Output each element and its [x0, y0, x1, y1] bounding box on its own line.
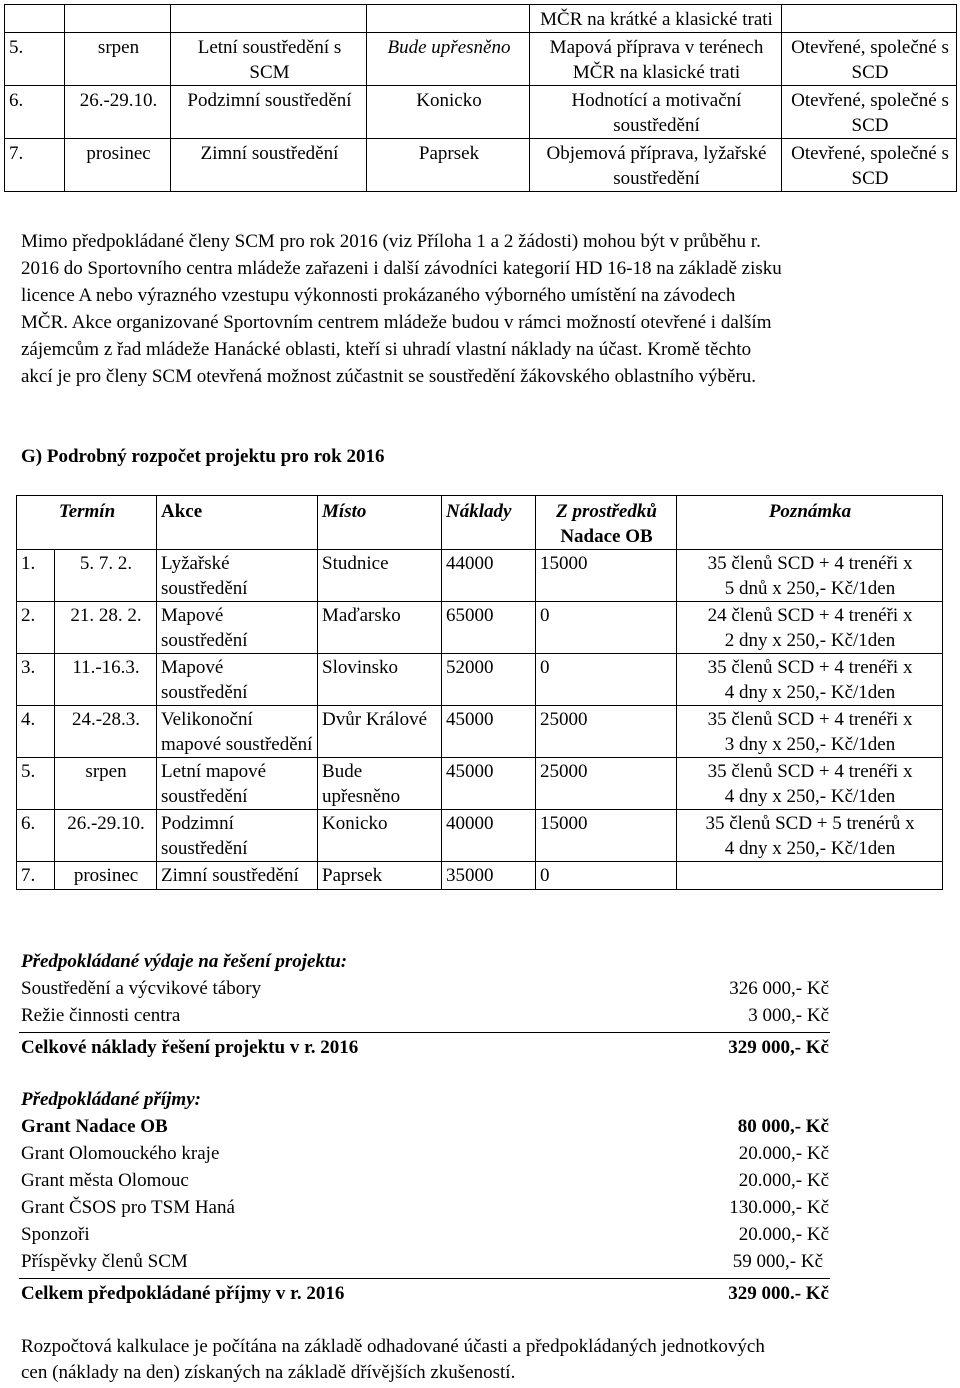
event-name: Zimní soustředění [171, 139, 367, 192]
event-date: 26.-29.10. [65, 86, 171, 139]
income-amount: 20.000,- Kč [738, 1143, 829, 1164]
income-total-amount: 329 000.- Kč [728, 1283, 829, 1304]
event-name: Podzimní soustředění [171, 86, 367, 139]
expenses-heading: Předpokládané výdaje na řešení projektu: [21, 951, 348, 972]
table-row [5, 5, 957, 33]
table-row: 7. prosinec Zimní soustředění Paprsek 35000 0 [17, 862, 943, 890]
table-row: 5. srpen Letní mapové soustředění Bude upřesněno 45000 25000 35 členů SCD + 4 trenéři x 4 dny x 250,- Kč/1den [17, 758, 943, 810]
header-poznamka: Poznámka [677, 496, 943, 550]
event-place: Konicko [367, 86, 530, 139]
event-num: 7. [5, 139, 65, 192]
event-type: MČR na krátké a klasické trati [530, 5, 782, 33]
event-place: Paprsek [367, 139, 530, 192]
table-row [5, 86, 957, 139]
income-label: Příspěvky členů SCM [21, 1251, 188, 1272]
expenses-total-amount: 329 000,- Kč [728, 1037, 829, 1058]
divider [19, 1278, 830, 1279]
expense-label: Režie činnosti centra [21, 1005, 181, 1026]
event-note: Otevřené, společné s SCD [782, 33, 957, 86]
section-heading: G) Podrobný rozpočet projektu pro rok 2016 [21, 446, 385, 467]
expenses-total-label: Celkové náklady řešení projektu v r. 2016 [21, 1037, 359, 1058]
header-termin: Termín [17, 496, 157, 550]
table-row: 6. 26.-29.10. Podzimní soustředění Konicko 40000 15000 35 členů SCD + 5 trenérů x 4 dny x 250,- Kč/1den [17, 810, 943, 862]
event-type: Objemová příprava, lyžařské soustředění [530, 139, 782, 192]
event-note: Otevřené, společné s SCD [782, 139, 957, 192]
event-name: Letní soustředění s SCM [171, 33, 367, 86]
budget-table [16, 495, 943, 890]
income-amount: 20.000,- Kč [738, 1224, 829, 1245]
event-note: Otevřené, společné s SCD [782, 86, 957, 139]
expense-amount: 326 000,- Kč [729, 978, 829, 999]
income-label: Grant Olomouckého kraje [21, 1143, 220, 1164]
event-num: 5. [5, 33, 65, 86]
header-misto: Místo [318, 496, 442, 550]
expense-amount: 3 000,- Kč [748, 1005, 829, 1026]
info-paragraph: Mimo předpokládané členy SCM pro rok 2016 (viz Příloha 1 a 2 žádosti) mohou být v průběhu r. 2016 do Sportovního centra mládeže zařazeni i další závodníci kategorií HD 16-18 na základě zisku licence A nebo výrazného vzestupu výkonnosti prokázaného výborného umístění na závodech MČR. Akce organizované Sportovním centrem mládeže budou v rámci možností otevřené i dalším zájemcům z řad mládeže Hanácké oblasti, kteří si uhradí vlastní náklady na účast. Kromě těchto akcí je pro členy SCM otevřená možnost zúčastnit se soustředění žákovského oblastního výběru. [21, 231, 782, 387]
income-label: Grant města Olomouc [21, 1170, 189, 1191]
table-row [5, 33, 957, 86]
income-amount: 59 000,- Kč [732, 1251, 823, 1272]
footer-note-line: Rozpočtová kalkulace je počítána na základě odhadované účasti a předpokládaných jednotkových [21, 1336, 765, 1357]
divider [19, 1032, 830, 1033]
header-akce: Akce [157, 496, 318, 550]
table-row: 2. 21. 28. 2. Mapové soustředění Maďarsko 65000 0 24 členů SCD + 4 trenéři x 2 dny x 250,- Kč/1den [17, 602, 943, 654]
income-amount: 20.000,- Kč [738, 1170, 829, 1191]
income-amount: 130.000,- Kč [729, 1197, 829, 1218]
event-num: 6. [5, 86, 65, 139]
table-row: 4. 24.-28.3. Velikonoční mapové soustředění Dvůr Králové 45000 25000 35 členů SCD + 4 trenéři x 3 dny x 250,- Kč/1den [17, 706, 943, 758]
income-total-label: Celkem předpokládané příjmy v r. 2016 [21, 1283, 345, 1304]
event-type: Hodnotící a motivační soustředění [530, 86, 782, 139]
header-naklady: Náklady [442, 496, 536, 550]
header-z-prostredku: Z prostředků Nadace OB [536, 496, 677, 550]
table-row: 3. 11.-16.3. Mapové soustředění Slovinsko 52000 0 35 členů SCD + 4 trenéři x 4 dny x 250,- Kč/1den [17, 654, 943, 706]
income-amount: 80 000,- Kč [737, 1116, 829, 1137]
budget-header-row [17, 496, 943, 550]
table-row [5, 139, 957, 192]
footer-note-line: cen (náklady na den) získaných na základě dřívějších zkušeností. [21, 1362, 516, 1383]
income-heading: Předpokládané příjmy: [21, 1089, 201, 1110]
events-table [4, 4, 957, 192]
event-date: prosinec [65, 139, 171, 192]
income-label: Sponzoři [21, 1224, 90, 1245]
expense-label: Soustředění a výcvikové tábory [21, 978, 262, 999]
income-label: Grant Nadace OB [21, 1116, 168, 1137]
event-place: Bude upřesněno [367, 33, 530, 86]
event-type: Mapová příprava v terénech MČR na klasické trati [530, 33, 782, 86]
event-date: srpen [65, 33, 171, 86]
table-row: 1. 5. 7. 2. Lyžařské soustředění Studnice 44000 15000 35 členů SCD + 4 trenéři x 5 dnů x 250,- Kč/1den [17, 550, 943, 602]
income-label: Grant ČSOS pro TSM Haná [21, 1197, 235, 1218]
